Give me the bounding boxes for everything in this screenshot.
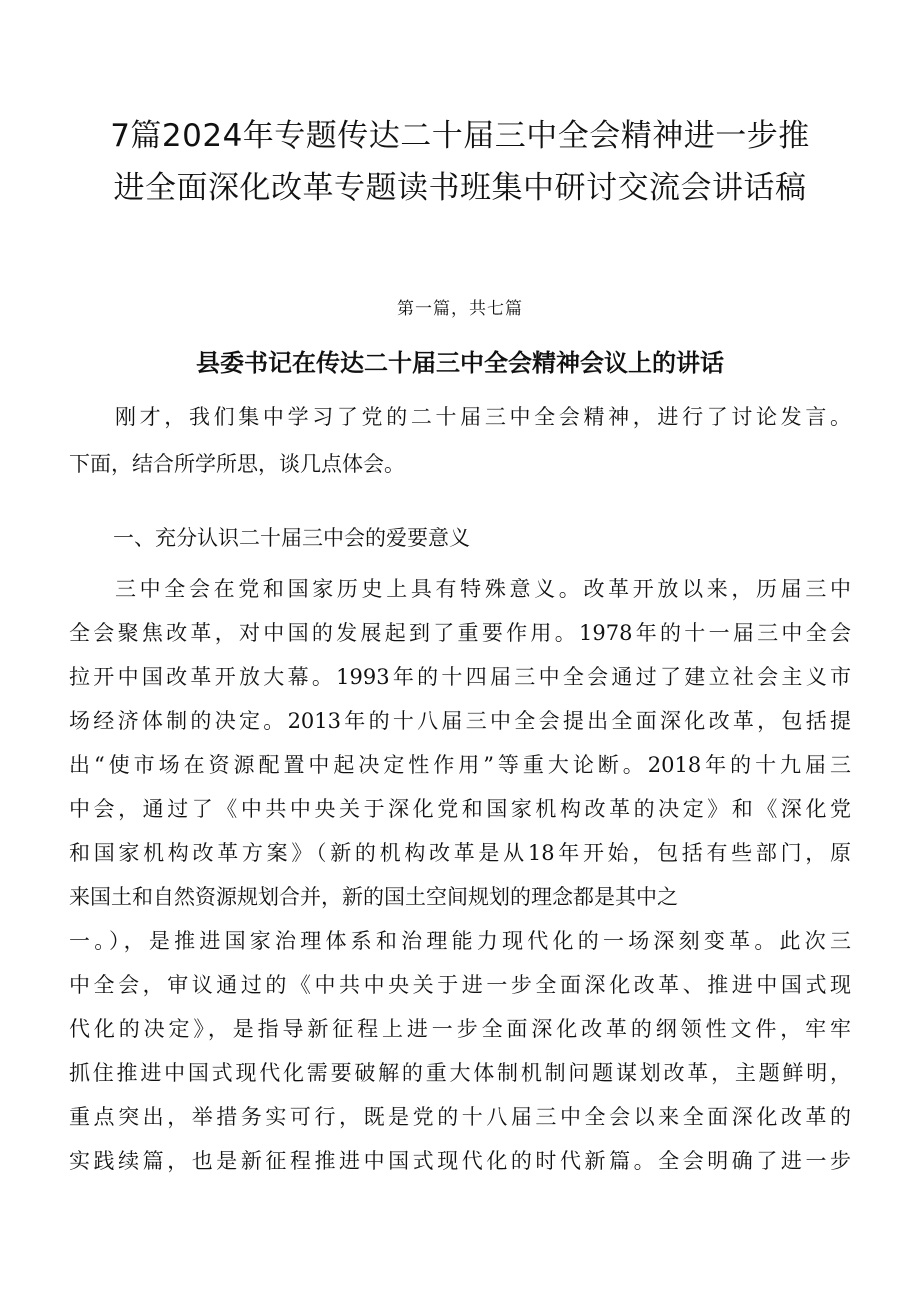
document-title-line-1: 7篇2024年专题传达二十届三中全会精神进一步推	[110, 118, 810, 154]
body-line: 一。），是推进国家治理体系和治理能力现代化的一场深刻变革。此次三	[69, 929, 851, 953]
body-line: 和国家机构改革方案》（新的机构改革是从18年开始，包括有些部门，原	[69, 841, 851, 865]
body-line: 中全会，审议通过的《中共中央关于进一步全面深化改革、推进中国式现	[69, 973, 851, 997]
body-line: 实践续篇，也是新征程推进中国式现代化的时代新篇。全会明确了进一步	[69, 1149, 851, 1173]
body-line: 拉开中国改革开放大幕。1993年的十四届三中全会通过了建立社会主义市	[69, 665, 851, 689]
body-line: 重点突出，举措务实可行，既是党的十八届三中全会以来全面深化改革的	[69, 1105, 851, 1129]
intro-line: 下面，结合所学所思，谈几点体会。	[69, 452, 405, 476]
body-line: 抓住推进中国式现代化需要破解的重大体制机制问题谋划改革，主题鲜明，	[69, 1061, 851, 1085]
body-line: 来国土和自然资源规划合并，新的国土空间规划的理念都是其中之	[69, 885, 678, 909]
intro-line: 刚才，我们集中学习了党的二十届三中全会精神，进行了讨论发言。	[115, 405, 851, 429]
speech-title: 县委书记在传达二十届三中全会精神会议上的讲话	[196, 349, 724, 377]
document-title-line-2: 进全面深化改革专题读书班集中研讨交流会讲话稿	[113, 170, 807, 206]
body-line: 全会聚焦改革，对中国的发展起到了重要作用。1978年的十一届三中全会	[69, 621, 851, 645]
body-line: 出“使市场在资源配置中起决定性作用”等重大论断。2018年的十九届三	[69, 753, 851, 777]
body-line: 三中全会在党和国家历史上具有特殊意义。改革开放以来，历届三中	[115, 577, 851, 601]
body-line: 场经济体制的决定。2013年的十八届三中全会提出全面深化改革，包括提	[69, 709, 851, 733]
part-label: 第一篇，共七篇	[397, 299, 523, 319]
body-line: 代化的决定》，是指导新征程上进一步全面深化改革的纲领性文件，牢牢	[69, 1017, 851, 1041]
section-heading: 一、充分认识二十届三中会的爱要意义	[113, 526, 470, 550]
body-line: 中会，通过了《中共中央关于深化党和国家机构改革的决定》和《深化党	[69, 797, 851, 821]
